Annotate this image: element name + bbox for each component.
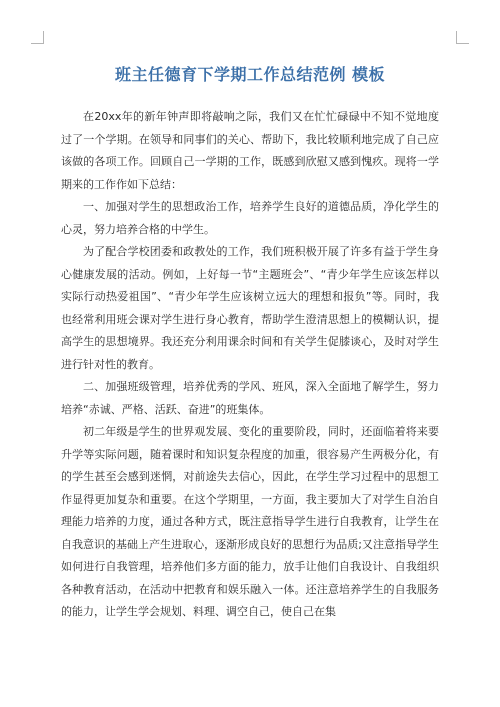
document-body <box>61 106 439 624</box>
paragraph-section-one-body: 为了配合学校团委和政教处的工作，我们班积极开展了许多有益于学生身心健康发展的活动。例如，上好每一节“主题班会”、“青少年学生应该怎样以实际行动热爱祖国”、“青少年学生应该树立远大的理想和报负”等。同时，我也经常利用班会课对学生进行身心教育，帮助学生澄清思想上的模糊认识，提高学生的思想境界。我还充分利用课余时间和有关学生促膝谈心，及时对学生进行针对性的教育。 <box>61 245 439 371</box>
paragraph-section-two-heading: 二、加强班级管理，培养优秀的学风、班风，深入全面地了解学生，努力培养“赤诚、严格、活跃、奋进”的班集体。 <box>61 380 439 416</box>
crop-mark-top-right <box>456 31 469 44</box>
paragraph-intro: 在20xx年的新年钟声即将敲响之际，我们又在忙忙碌碌中不知不觉地度过了一个学期。在领导和同事们的关心、帮助下，我比较顺利地完成了自己应该做的各项工作。回顾自己一学期的工作，既感到欣慰又感到愧疚。现将一学期来的工作作如下总结： <box>61 110 439 191</box>
crop-mark-top-left <box>31 31 44 44</box>
document-title: 班主任德育下学期工作总结范例 模板 <box>114 65 386 84</box>
paragraph-section-one-heading: 一、加强对学生的思想政治工作，培养学生良好的道德品质，净化学生的心灵，努力培养合格的中学生。 <box>61 200 439 236</box>
paragraph-section-two-body: 初二年级是学生的世界观发展、变化的重要阶段，同时，还面临着将来要升学等实际问题，随着课时和知识复杂程度的加重，很容易产生两极分化，有的学生甚至会感到迷惘，对前途失去信心，因此，在学生学习过程中的思想工作显得更加复杂和重要。在这个学期里，一方面，我主要加大了对学生自治自理能力培养的力度，通过各种方式，既注意指导学生进行自我教育，让学生在自我意识的基础上产生进取心，逐渐形成良好的思想行为品质;又注意指导学生如何进行自我管理，培养他们多方面的能力，放手让他们自我设计、自我组织各种教育活动，在活动中把教育和娱乐融入一体。还注意培养学生的自我服务的能力，让学生学会规划、料理、调空自己，使自己在集 <box>61 425 439 618</box>
